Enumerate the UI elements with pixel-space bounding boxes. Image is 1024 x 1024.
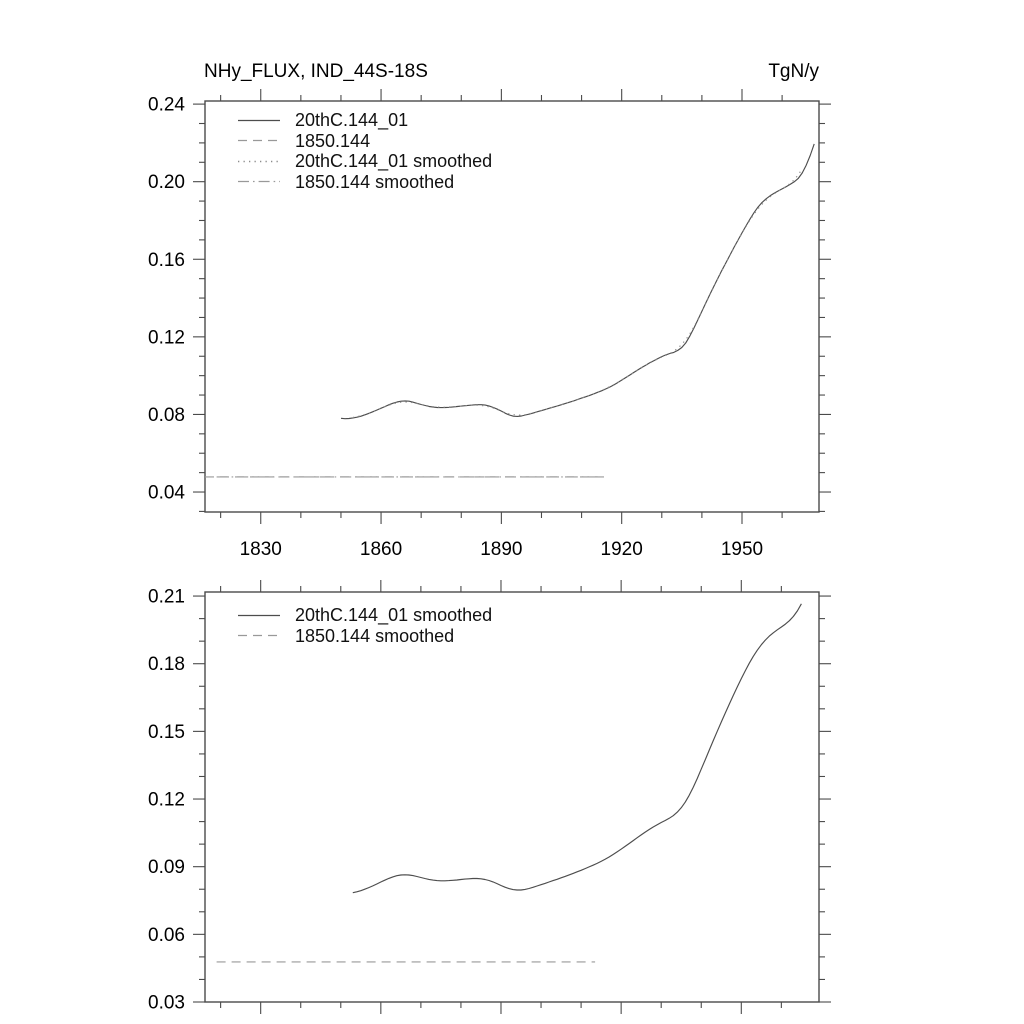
- svg-text:0.24: 0.24: [148, 94, 185, 116]
- top-chart-legend: [237, 110, 492, 192]
- svg-text:0.16: 0.16: [148, 249, 185, 271]
- chart-title: NHy_FLUX, IND_44S-18S: [204, 61, 428, 82]
- legend-label: 1850.144 smoothed: [295, 171, 455, 192]
- dashed-line-icon: [237, 631, 281, 640]
- svg-text:1920: 1920: [600, 539, 643, 560]
- svg-text:0.03: 0.03: [148, 992, 185, 1014]
- dashed-line-icon: [237, 136, 281, 145]
- chart-units-label: TgN/y: [768, 61, 819, 82]
- svg-text:1890: 1890: [480, 539, 523, 560]
- svg-text:0.15: 0.15: [148, 721, 185, 743]
- svg-text:0.12: 0.12: [148, 789, 185, 811]
- svg-text:0.20: 0.20: [148, 172, 185, 194]
- legend-label: 1850.144 smoothed: [295, 625, 455, 646]
- solid-line-icon: [237, 611, 281, 620]
- legend-item: [237, 110, 492, 131]
- svg-text:0.08: 0.08: [148, 404, 185, 426]
- legend-item: [237, 172, 492, 193]
- svg-text:1830: 1830: [239, 539, 282, 560]
- legend-item: [237, 131, 492, 152]
- svg-text:1950: 1950: [720, 539, 764, 560]
- dash-dot-line-icon: [237, 177, 281, 186]
- svg-text:0.12: 0.12: [148, 327, 185, 349]
- svg-text:1860: 1860: [359, 539, 403, 560]
- svg-text:0.06: 0.06: [148, 924, 185, 946]
- svg-text:0.04: 0.04: [148, 482, 185, 504]
- svg-text:0.18: 0.18: [148, 654, 185, 676]
- bottom-chart-legend: [237, 605, 492, 646]
- legend-item: [237, 151, 492, 172]
- legend-label: 20thC.144_01: [295, 110, 409, 130]
- legend-item: [237, 605, 492, 626]
- legend-label: 20thC.144_01 smoothed: [295, 151, 493, 171]
- legend-item: [237, 626, 492, 647]
- dotted-line-icon: [237, 157, 281, 166]
- svg-text:0.09: 0.09: [148, 857, 185, 879]
- legend-label: 1850.144: [295, 130, 371, 151]
- legend-label: 20thC.144_01 smoothed: [295, 605, 493, 625]
- solid-line-icon: [237, 116, 281, 125]
- svg-text:0.21: 0.21: [148, 586, 185, 608]
